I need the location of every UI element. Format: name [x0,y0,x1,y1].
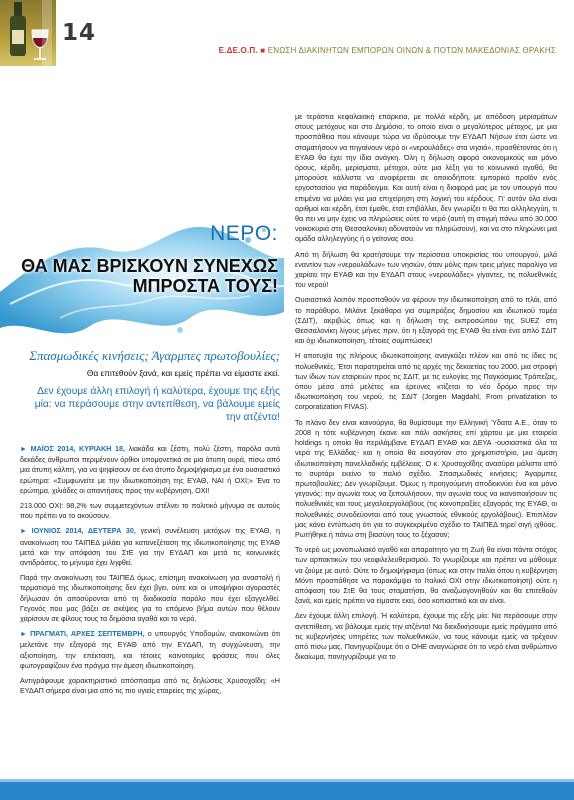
paragraph: 213.000 ΟΧΙ: 98,2% των συμμετεχόντων στέλνει το πολιτικό μήνυμα σε αυτούς που πρέπει να το ακούσουν. [20,501,280,521]
paragraph-text: γενική συνέλευση μετόχων της ΕΥΑΘ, η ανακοίνωση του ΤΑΙΠΕΔ μιλάει για κατανεξέταση της ιδιωτικοποίησης της ΕΥΑΘ μετά και την απόφαση του ΣτΕ για την ΕΥΔΑΠ και μετά τις κοινωνικές αντιδράσεις, το μήνυμα έχει ληφθεί. [20,526,280,568]
paragraph-text: ο υπουργός Υποδομών, ανακοινώνει ότι μελετάνε την εξαγορά της ΕΥΑΘ από την ΕΥΔΑΠ, τη συγχώνευση, την αξιοποίηση, την επέκταση, και τέτοιες καινοτομίες φράσεις που όλες φωτογραφίζουν ένα πράγμα την άμεση ιδιωτικοποίηση. [20,629,281,670]
paragraph: Παρά την ανακοίνωση του ΤΑΙΠΕΔ όμως, επίσημη ανακοίνωση για αναστολή ή τερματισμό της ιδιωτικοποίησης δεν έχει βγει, ούτε και οι υποψήφιοι αγοραστές δήλωσαν ότι αποσύρονται από τη διαδικασία παρόλο που έχει εξαγγελθεί. Γεγονός που μας βάζει σε σκέψεις για το επόμενο βήμα αυτών που θέλουν χαρίσουν σε φίλους τους τα δημόσια αγαθά και το νερό. [20,573,280,624]
paragraph: με τεράστια κεφαλαιακή επάρκεια, με πολλά κέρδη, με απόδοση μερισμάτων στους μετόχους και στο Δημόσιο, το οποίο είναι ο μεγαλύτερος μέτοχος, με μια προσπάθεια που κάνουμε τώρα να ιδρύσουμε την ΕΥΔΑΠ Νήσων έτσι ώστε να σταματήσουν να πηγαίνουν νερό οι «νερουλάδες» στα νησιά», προσθέτοντας ότι η ΕΥΑΘ θα έχει την ίδια ανάγκη. Όλη η δήλωση αφορά οικονομικούς και μόνο όρους, κέρδη, μερίσματα, μέτοχοι, ούτε μια λέξη για το κοινωνικό αγαθό, θα μπορούσε κάλλιστα να αναφέρεται σε οποιοδήποτε εμπορικό προϊόν ενός εργοστασίου για παράδειγμα. Και αυτή είναι η διαφορά μας με τον υπουργό που επιμένει να μιλάει για μια επιχείρηση στη λογική του κέρδους. Γι' αυτόν όλα είναι αριθμοί και κέρδη, έτσι έμαθε, έτσι επιβάλλει, δεν γνωρίζει τι θα πει αλληλεγγύη, τι θα πει να μην έχεις να πληρώσεις ούτε το νερό (αυτή τη στιγμή πάνω από 30.000 νοικοκυριά στη Θεσσαλονίκη αδυνατούν να πληρώσουν), και να στο πληρώνει μια ομάδα αλληλεγγύης ή ο γείτονας σου. [295,112,557,244]
organization-abbreviation: Ε.ΔΕ.Ο.Π. [218,46,258,55]
paragraph: Το νερό ως μονοπωλιακό αγαθό και απαραίτητο για τη Ζωή θα είναι πάντα στόχος των αρπακτικών του νεοφιλελευθερισμού. Το γνωρίζουμε και πρέπει να μάθουμε να ζούμε με αυτό. Ούτε το δημοψήφισμα (όπως και στην Ιταλία όπου η κυβέρνηση Μόντι προσπάθησε να παρακάμψει το Ιταλικό ΟΧΙ στην ιδιωτικοποίηση) ούτε η απόφαση του ΣτΕ θα τους σταματήσει, θα αναζωογονηθούν και θα επιτεθούν ξανά, και εμείς πρέπει να είμαστε εκεί, όσο κοπιαστικό και αν είναι. [295,545,557,606]
paragraph: Η αποτυχία της πλήρους ιδιωτικοποίησης αναγκάζει πλέον και από τις ίδιες τις πολυεθνικές. Έτσι παρατηρείται από τις αρχές της δεκαετίας του 2000, μια στροφή των ίδιων των εταιρειών προς τις ΣΔΙΤ, με τις ευλογίες της Παγκόσμιας Τράπεζας, όπου μέσα από μελέτες και έρευνες κτίζεται το νέο δρόμο προς την ιδιωτικοποίηση του νερού, τις ΣΔΙΤ (Jorgen Magdahl, From privatization to corporatization FIVAS). [295,351,557,412]
organization-header [219,46,556,55]
paragraph: Αντιγράφουμε χαρακτηριστικό απόσπασμα από τις δηλώσεις Χρυσοχοΐδη: «Η ΕΥΔΑΠ σήμερα είναι μια από τις πιο υγιείς εταιρείες της χώρας, [20,676,280,696]
paragraph [20,526,280,568]
paragraph [20,444,280,496]
paragraph-lead: ΙΟΥΝΙΟΣ 2014, ΔΕΥΤΕΡΑ 30, [31,526,136,536]
arrow-icon: ► [20,528,27,536]
wine-bottle-glass-illustration [0,0,56,66]
decorative-stripe [42,0,52,66]
paragraph: Δεν έχουμε άλλη επιλογή. Ή καλύτερα, έχουμε της εξής μία: Να περάσουμε στην αντεπίθεση, να βάλουμε εμείς την ατζέντα! Να διεκδικήσουμε εμείς πράγματα από τις κυβερνήσεις υπηρέτες των πολυεθνικών, να τους κάνουμε εμείς να τρέχουν από πίσω μας. Πανηγυρίζουμε ότι ο ΟΗΕ αναγνώρισε ότι το νερό είναι ανθρώπινο δικαίωμα, πανηγυρίζουμε για το [295,611,557,662]
paragraph: Το πλάνο δεν είναι καινούργιο, θα θυμίσουμε την Ελληνική Ύδατα Α.Ε., όταν το 2008 η τότε κυβέρνηση έκανε και πάλι ασκήσεις επί χάρτου με μια εταιρεία holdings η οποία θα περιλάμβανε ΕΥΔΑΠ ΕΥΑΘ και ΔΕΥΑ -ουσιαστικά όλα τα νερά της Ελλάδας- και η οποία θα εισαγόταν στο χρηματιστήριο, μια άμεση ιδιωτικοποίηση πανελλαδικής εμβέλειας. Ο κ. Χρυσοχοΐδης ανασύρει μάλιστα από το συρτάρι εκείνο το παλιό σχέδιο. Σπασμωδικές κινήσεις; Άγαρμπες πρωτοβουλίες; Δεν γνωρίζουμε. Όμως η προηγούμενη αποδεικνύει ένα και μόνο γεγονός: την αγωνία τους να ξεπουλήσουν, την αγωνία τους να ικανοποιήσουν τις πολυεθνικές και τους μεγαλοεργολάβους (τις κοινοπραξίες εξαγοράς της ΕΥΑΘ, οι πολυεθνικές συνοδεύονται από τους γνωστούς εθνικούς εργολάβους). Επιπλέον μας κάνει εντύπωση ότι για το συγκεκριμένο σχέδιο το ΤΑΙΠΕΔ τηρεί σιγή ιχθύος. Ρωτήθηκε ή πάνω στη βιασύνη τους το ξέχασαν; [295,417,557,539]
headline-title: ΘΑ ΜΑΣ ΒΡΙΣΚΟΥΝ ΣΥΝΕΧΩΣ ΜΠΡΟΣΤΑ ΤΟΥΣ! [21,256,278,296]
headline-kicker: ΝΕΡΟ: [210,222,278,245]
paragraph: Ουσιαστικά λοιπόν προσπαθούν να φέρουν την ιδιωτικοποίηση από το πλάι, από το παράθυρο. Μιλάνε ξεκάθαρα για συμπράξεις δημοσίου και ιδιωτικού τομέα (ΣΔΙΤ), ακριβώς όπως και η δήλωση της εκπροσώπου της SUEZ στη Θεσσαλονίκη λίγους μήνες πριν, ότι η εξαγορά της ΕΥΑΘ θα είναι ένα απλό ΣΔΙΤ και όχι ιδιωτικοποίηση, τέτοιες συμπτώσεις! [295,295,557,346]
paragraph-lead: ΠΡΑΓΜΑΤΙ, ΑΡΧΕΣ ΣΕΠΤΕΜΒΡΗ, [30,629,145,639]
subheading-intro: Θα επιτεθούν ξανά, και εμείς πρέπει να είμαστε εκεί. [86,368,280,378]
arrow-icon: ► [20,631,27,639]
paragraph: Από τη δήλωση θα κρατήσουμε την περίσσεια υποκρισίας του υπουργού, μιλά εναντίον των «νερουλάδων» των νησιών, όταν μόλις πριν τρεις μήνες παραλίγο να χαρίσει την ΕΥΑΘ και την ΕΥΔΑΠ στους «νερουλάδες» γίγαντες, τις πολυεθνικές του νερού! [295,249,557,290]
article-column-left [20,444,280,701]
arrow-icon: ► [20,446,27,453]
article-column-right [295,112,557,667]
organization-name: ΕΝΩΣΗ ΔΙΑΚΙΝΗΤΩΝ ΕΜΠΟΡΩΝ ΟΙΝΩΝ & ΠΟΤΩΝ ΜΑΚΕΔΟΝΙΑΣ ΘΡΑΚΗΣ [267,46,556,55]
paragraph-text: λιακάδα και ζέστη, πολύ ζέστη, παρόλα αυτά δεκάδες άνθρωποι περιμένουν όρθιοι υπομονετικά σε μια άτυπη ουρά, πίσω από μια άτυπη κάλπη, για να ψηφίσουν σε ένα άτυπο δημοψήφισμα με ένα ουσιαστικό ερώτημα: «Συμφωνείτε με την ιδιωτικοποίηση της ΕΥΑΘ, ΝΑΙ ή ΟΧΙ;» Ένα το ερώτημα, χιλιάδες οι απαντήσεις προς την κυβέρνηση, ΟΧΙ! [20,444,280,495]
subheading-lead: Δεν έχουμε άλλη επιλογή ή καλύτερα, έχουμε της εξής μία: να περάσουμε στην αντεπίθεση, να βάλουμε εμείς την ατζέντα! [34,386,280,423]
paragraph [20,629,280,671]
page-number: 14 [62,20,97,46]
footer-bar [0,782,574,800]
paragraph-lead: ΜΑΪΟΣ 2014, ΚΥΡΙΑΚΗ 18, [30,444,125,453]
separator-icon: ■ [260,46,266,55]
subheading-question: Σπασμωδικές κινήσεις; Άγαρμπες πρωτοβουλίες; [29,348,280,363]
headline [20,222,278,296]
subheading-block [20,348,280,424]
